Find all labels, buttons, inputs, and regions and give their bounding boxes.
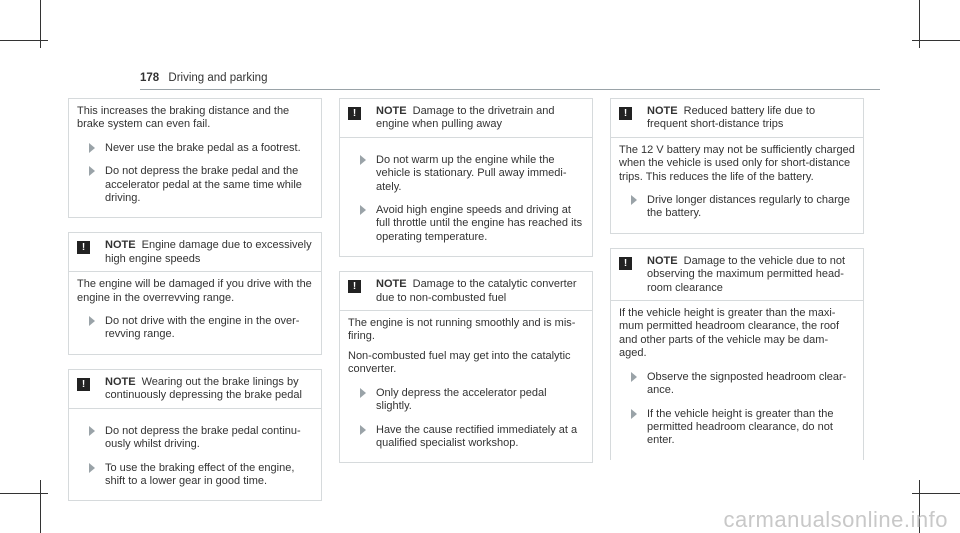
arrow-icon [89, 166, 95, 176]
column-1 [68, 98, 322, 515]
note-title: Engine damage due to excessively high engine speeds [105, 239, 312, 265]
list-item: Only depress the accelerator pedal slightly. [348, 387, 584, 414]
list-item: Drive longer distances regularly to charge the battery. [619, 194, 855, 221]
arrow-icon [89, 143, 95, 153]
crop-mark [40, 480, 41, 533]
warning-icon: ! [619, 257, 632, 270]
list-item: Do not warm up the engine while the vehicle is stationary. Pull away immedi-ately. [348, 154, 584, 194]
list-item: Do not drive with the engine in the over-revving range. [77, 315, 313, 342]
note-title: Damage to the drivetrain and engine when pulling away [376, 105, 555, 131]
note-header [611, 99, 863, 138]
list-item: Never use the brake pedal as a footrest. [77, 142, 313, 155]
note-label: NOTE [647, 254, 678, 267]
warning-icon: ! [77, 241, 90, 254]
note-label: NOTE [105, 239, 136, 252]
arrow-icon [89, 316, 95, 326]
crop-mark [0, 40, 48, 41]
arrow-icon [360, 155, 366, 165]
note-brake-linings [68, 369, 322, 501]
warning-icon: ! [348, 107, 361, 120]
crop-mark [0, 493, 48, 494]
warning-icon: ! [77, 378, 90, 391]
intro-text: This increases the braking distance and the brake system can even fail. [77, 105, 290, 131]
column-3 [610, 98, 864, 474]
list-item: Have the cause rectified immediately at a qualified specialist workshop. [348, 424, 584, 451]
note-header [611, 249, 863, 301]
list-item: If the vehicle height is greater than the permitted headroom clearance, do not enter. [619, 408, 855, 448]
crop-mark [912, 493, 960, 494]
note-label: NOTE [647, 105, 678, 117]
note-header [340, 99, 592, 138]
note-text: If the vehicle height is greater than the maxi-mum permitted headroom clearance, the roof and other parts of the vehicle may be dam-aged. [619, 307, 840, 360]
note-text: Non-combusted fuel may get into the catalytic converter. [348, 349, 571, 376]
note-text: The engine is not running smoothly and is mis-firing. [348, 317, 576, 343]
arrow-icon [631, 372, 637, 382]
page-number: 178 [140, 72, 160, 84]
list-item: Do not depress the brake pedal and the accelerator pedal at the same time while driving. [77, 165, 313, 205]
arrow-icon [631, 409, 637, 419]
note-label: NOTE [105, 375, 136, 388]
crop-mark [912, 40, 960, 41]
column-2 [339, 98, 593, 477]
watermark: carmanualsonline.info [723, 507, 948, 532]
page-header [140, 72, 267, 84]
arrow-icon [360, 425, 366, 435]
note-text: The 12 V battery may not be sufficiently charged when the vehicle is used only for short-distance trips. This reduces the life of the battery. [619, 143, 855, 183]
note-label: NOTE [376, 278, 407, 291]
note-engine-speeds [68, 232, 322, 354]
note-header [69, 370, 321, 409]
note-catalytic-converter [339, 271, 593, 463]
page-section-title: Driving and parking [168, 72, 268, 84]
intro-box [68, 98, 322, 218]
arrow-icon [360, 205, 366, 215]
warning-icon: ! [619, 107, 632, 120]
arrow-icon [89, 426, 95, 436]
note-header [340, 272, 592, 311]
list-item: To use the braking effect of the engine, shift to a lower gear in good time. [77, 462, 313, 489]
note-title: Damage to the vehicle due to not observing the maximum permitted head-room clearance [647, 254, 846, 294]
note-header [69, 233, 321, 272]
header-divider [140, 89, 880, 90]
list-item: Do not depress the brake pedal continu-ously whilst driving. [77, 425, 313, 452]
note-title: Damage to the catalytic converter due to non-combusted fuel [376, 278, 577, 304]
arrow-icon [89, 463, 95, 473]
note-text: The engine will be damaged if you drive with the engine in the overrevving range. [77, 278, 312, 304]
list-item: Avoid high engine speeds and driving at full throttle until the engine has reached its operating temperature. [348, 204, 584, 244]
note-title: Reduced battery life due to frequent short-distance trips [647, 105, 816, 131]
note-label: NOTE [376, 105, 407, 117]
arrow-icon [360, 388, 366, 398]
note-headroom [610, 248, 864, 460]
list-item: Observe the signposted headroom clear-ance. [619, 371, 855, 398]
note-title: Wearing out the brake linings by continuously depressing the brake pedal [105, 375, 302, 402]
arrow-icon [631, 195, 637, 205]
note-drivetrain [339, 98, 593, 257]
note-battery-life [610, 98, 864, 234]
warning-icon: ! [348, 280, 361, 293]
